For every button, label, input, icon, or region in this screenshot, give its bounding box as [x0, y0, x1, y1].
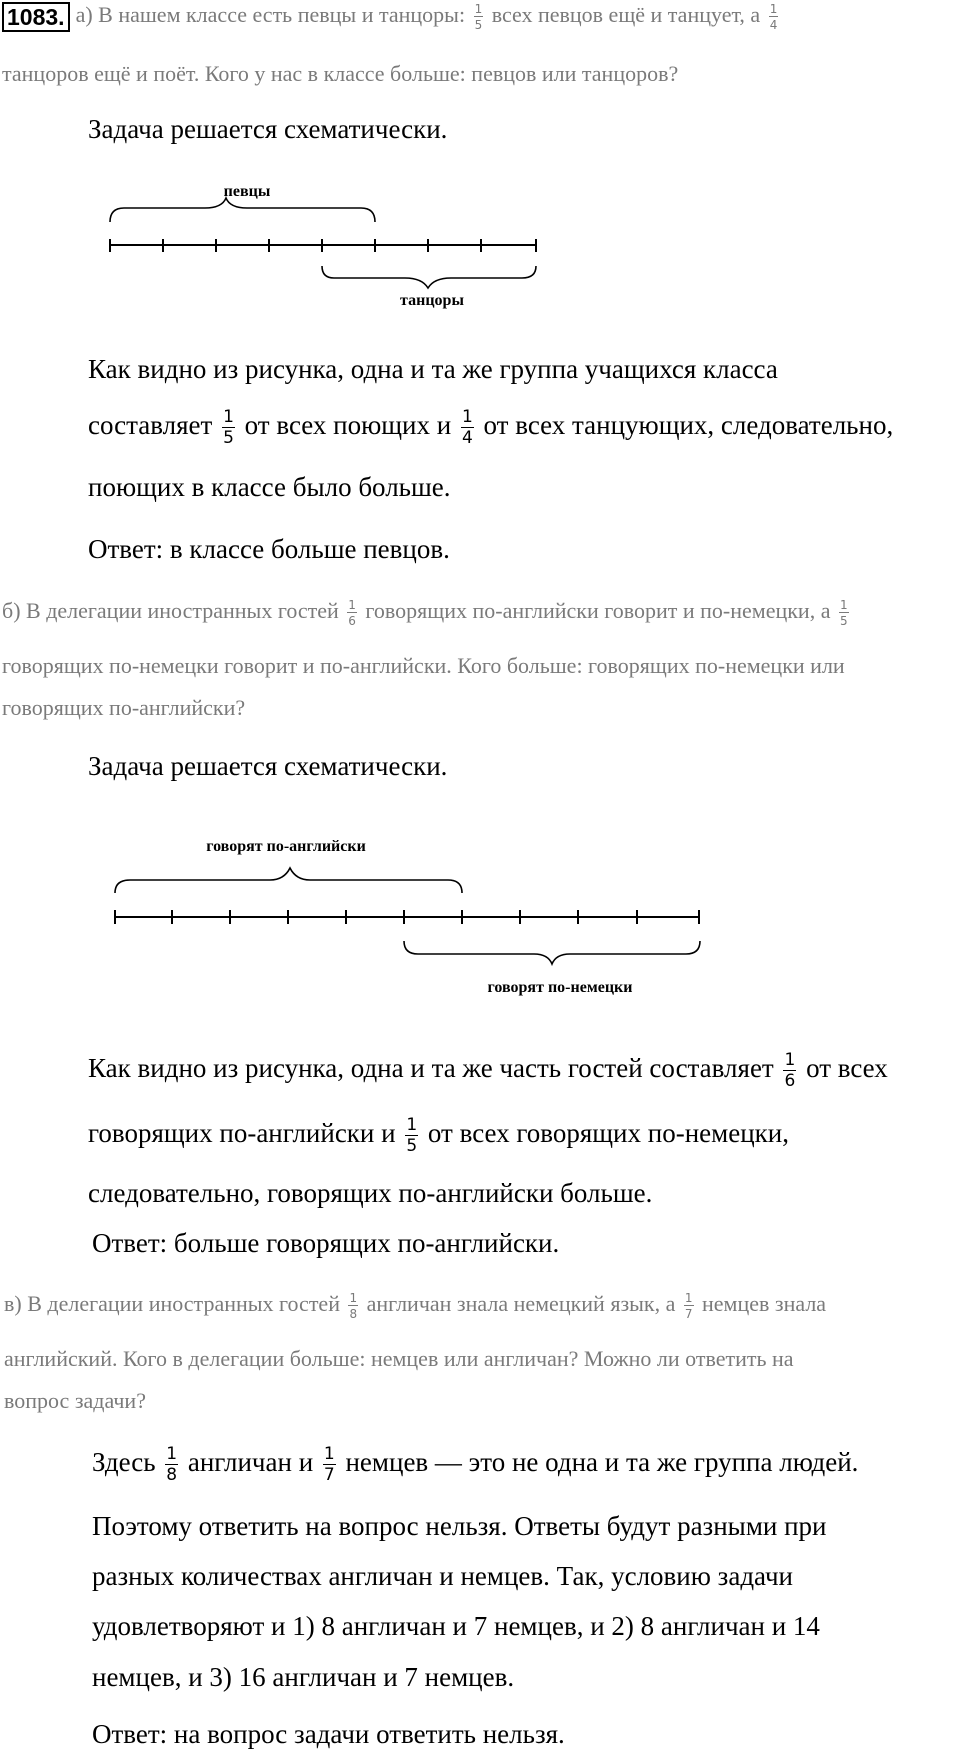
part-a-question-fraction-1: $\frac{1}{5}$	[474, 2, 483, 32]
diagram-a-bottom-label: танцоры	[400, 292, 464, 309]
problem-number: 1083.	[2, 2, 70, 32]
diagram-b-bottom-brace	[404, 941, 700, 964]
part-c-explanation-text-1: Здесь	[92, 1447, 156, 1478]
part-b-solution-intro: Задача решается схематически.	[88, 751, 448, 781]
part-b-question-text-2: говорящих по-английски говорит и по-немецки, а	[365, 598, 831, 623]
part-b-question-fraction-1: $\frac{1}{6}$	[348, 597, 356, 628]
diagram-b-ticks	[115, 910, 699, 924]
diagram-a-top-brace	[110, 198, 375, 222]
part-b-explanation-line-1	[88, 1052, 888, 1090]
part-c-explanation-text-2: англичан и	[187, 1447, 314, 1478]
part-c-question-text-2: англичан знала немецкий язык, а	[366, 1291, 676, 1316]
part-a-explanation-line-2	[88, 409, 893, 447]
part-c-question-text-1: в) В делегации иностранных гостей	[4, 1291, 340, 1316]
part-c-answer: Ответ: на вопрос задачи ответить нельзя.	[92, 1719, 565, 1749]
diagram-b	[115, 838, 700, 996]
part-a-explanation-fraction-1: $\frac{1}{5}$	[223, 407, 234, 448]
part-c-question-text-3: немцев знала	[702, 1291, 827, 1316]
diagram-a-ticks	[110, 239, 536, 252]
diagram-a-bottom-brace	[322, 266, 536, 288]
diagram-a-top-label: певцы	[223, 183, 271, 200]
part-a-explanation-text-1: составляет	[88, 410, 213, 441]
part-b-question-text-1: б) В делегации иностранных гостей	[2, 598, 339, 623]
part-b-question-line-1	[2, 598, 852, 627]
part-b-answer: Ответ: больше говорящих по-английски.	[92, 1228, 560, 1258]
part-a-explanation-text-3: от всех танцующих, следовательно,	[483, 410, 894, 441]
part-a-solution-intro: Задача решается схематически.	[88, 114, 448, 144]
part-a-question-text-2: всех певцов ещё и танцует, а	[491, 2, 761, 28]
part-c-question-line-3: вопрос задачи?	[4, 1388, 146, 1413]
part-c-explanation-line-4: удовлетворяют и 1) 8 англичан и 7 немцев, и 2) 8 англичан и 14	[92, 1611, 820, 1641]
part-c-explanation-line-3: разных количествах англичан и немцев. Так, условию задачи	[92, 1561, 793, 1591]
diagram-b-top-label: говорят по-английски	[206, 838, 366, 855]
part-a-explanation-line-1: Как видно из рисунка, одна и та же группа учащихся класса	[88, 354, 778, 384]
part-a-explanation-line-3: поющих в классе было больше.	[88, 472, 451, 502]
part-b-question-line-2: говорящих по-немецки говорит и по-английски. Кого больше: говорящих по-немецки или	[2, 653, 845, 678]
part-c-question-line-2: английский. Кого в делегации больше: немцев или англичан? Можно ли ответить на	[4, 1346, 794, 1371]
part-c-explanation-line-5: немцев, и 3) 16 англичан и 7 немцев.	[92, 1662, 515, 1692]
part-a-question-line-1	[2, 2, 781, 32]
part-b-question-line-3: говорящих по-английски?	[2, 695, 246, 720]
diagram-b-bottom-label: говорят по-немецки	[487, 979, 633, 996]
part-a-answer: Ответ: в классе больше певцов.	[88, 534, 450, 564]
part-c-question-fraction-2: $\frac{1}{7}$	[684, 1290, 693, 1321]
part-a-question-line-2: танцоров ещё и поёт. Кого у нас в классе больше: певцов или танцоров?	[2, 61, 679, 86]
part-c-question-fraction-1: $\frac{1}{8}$	[349, 1290, 358, 1321]
diagram-b-top-brace	[115, 868, 462, 893]
part-c-explanation-line-2: Поэтому ответить на вопрос нельзя. Ответы будут разными при	[92, 1511, 827, 1541]
diagram-a	[110, 183, 536, 309]
part-c-explanation-text-3: немцев — это не одна и та же группа людей.	[345, 1447, 859, 1478]
part-a-question-text-1: а) В нашем классе есть певцы и танцоры:	[75, 2, 466, 28]
part-b-explanation-line-3: следовательно, говорящих по-английски больше.	[88, 1178, 653, 1208]
part-c-explanation-fraction-1: $\frac{1}{8}$	[166, 1444, 178, 1485]
part-b-explanation-fraction-2: $\frac{1}{5}$	[406, 1115, 418, 1156]
part-b-explanation-text-4: от всех говорящих по-немецки,	[427, 1118, 789, 1149]
part-a-question-fraction-2: $\frac{1}{4}$	[769, 2, 778, 32]
part-b-explanation-text-3: говорящих по-английски и	[88, 1118, 396, 1149]
part-c-question-line-1	[4, 1291, 826, 1320]
part-b-explanation-fraction-1: $\frac{1}{6}$	[784, 1050, 796, 1091]
part-a-explanation-text-2: от всех поющих и	[244, 410, 452, 441]
part-c-explanation-fraction-2: $\frac{1}{7}$	[323, 1444, 335, 1485]
part-b-explanation-text-2: от всех	[806, 1053, 888, 1084]
part-b-question-fraction-2: $\frac{1}{5}$	[839, 597, 848, 628]
part-c-explanation-line-1	[92, 1446, 858, 1484]
part-a-explanation-fraction-2: $\frac{1}{4}$	[461, 407, 473, 448]
part-b-explanation-line-2	[88, 1117, 789, 1155]
part-b-explanation-text-1: Как видно из рисунка, одна и та же часть гостей составляет	[88, 1053, 774, 1084]
